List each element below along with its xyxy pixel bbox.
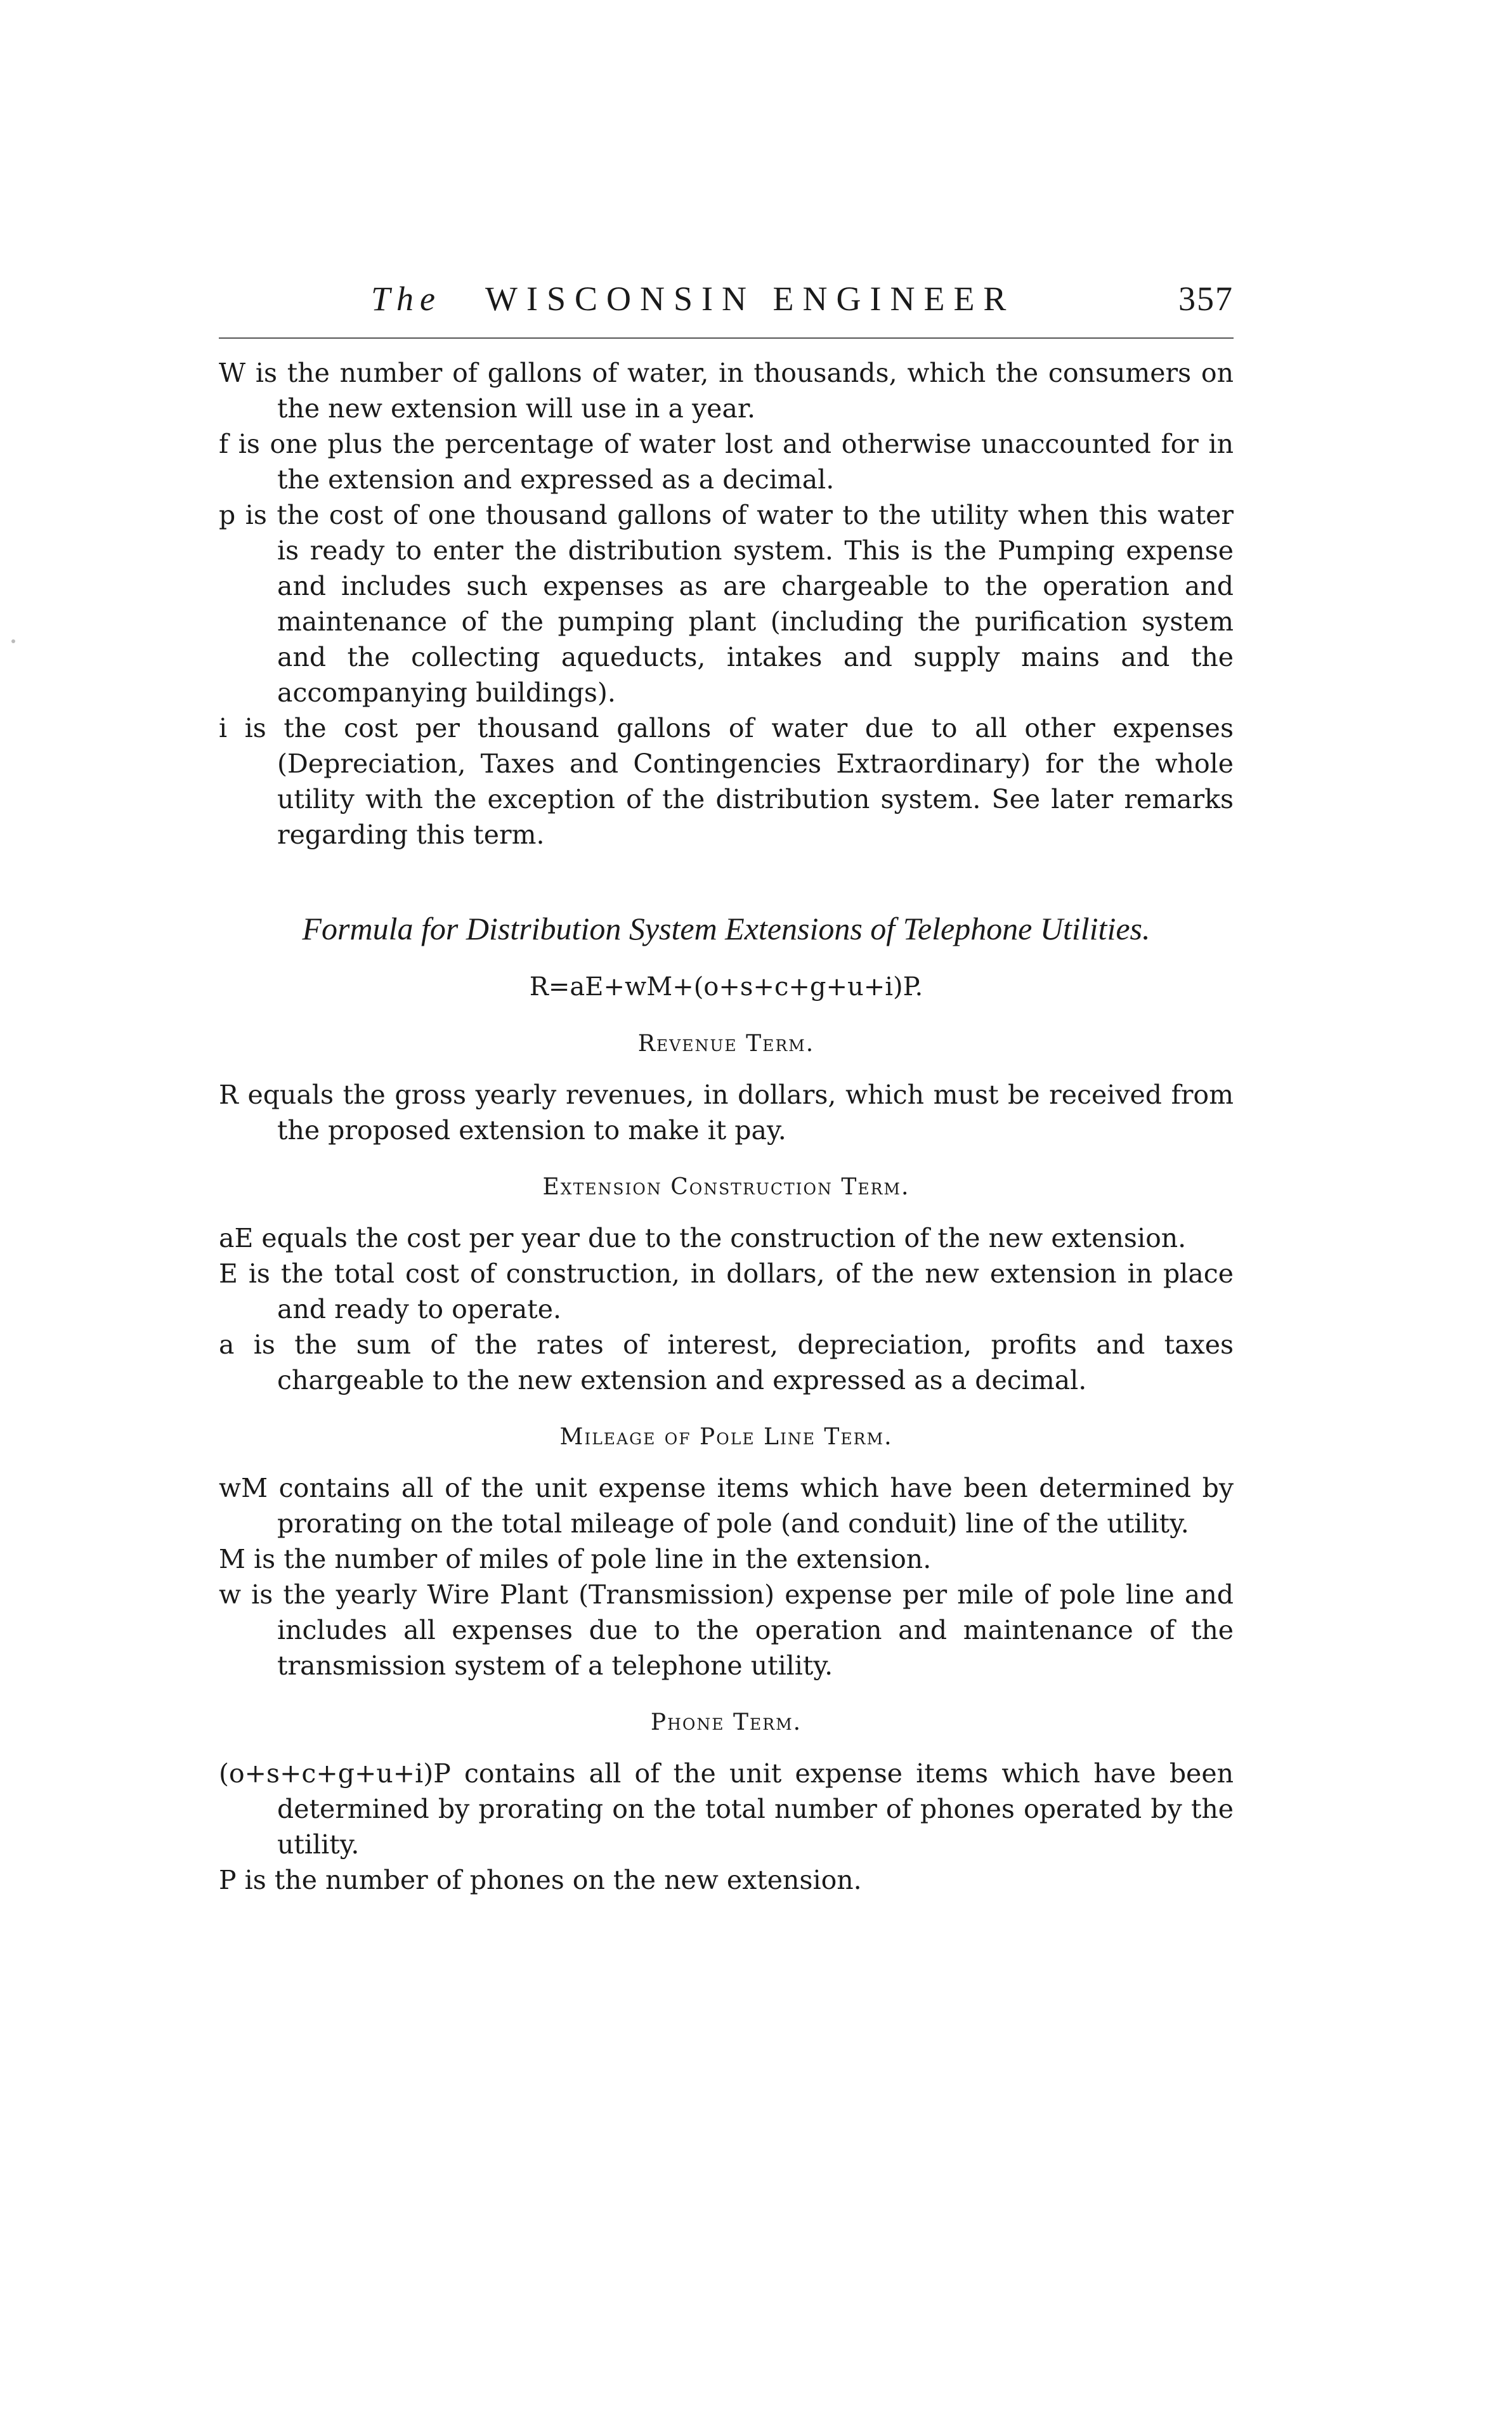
definition-wM: wM contains all of the unit expense items which have been determined by prorating on the total mileage of pole (and conduit) line of the utility. — [219, 1473, 1234, 1539]
header-rule — [219, 337, 1234, 339]
definition-W: W is the number of gallons of water, in thousands, which the consumers on the new extension will use in a year. — [219, 358, 1234, 424]
definition-f: f is one plus the percentage of water lost and otherwise unaccounted for in the extension and expressed as a decimal. — [219, 429, 1234, 495]
margin-speck — [11, 639, 15, 643]
mileage-term-heading: Mileage of Pole Line Term. — [559, 1424, 893, 1450]
definition-M: M is the number of miles of pole line in the extension. — [219, 1544, 932, 1574]
definition-E: E is the total cost of construction, in dollars, of the new extension in place and ready to operate. — [219, 1258, 1234, 1324]
definition-oscgui-P: (o+s+c+g+u+i)P contains all of the unit expense items which have been determined by prorating on the total number of phones operated by the utility. — [219, 1758, 1234, 1860]
phone-term-heading: Phone Term. — [650, 1709, 802, 1735]
revenue-term-heading: Revenue Term. — [637, 1031, 815, 1057]
definition-R: R equals the gross yearly revenues, in dollars, which must be received from the proposed extension to make it pay. — [219, 1080, 1234, 1146]
definition-i: i is the cost per thousand gallons of water due to all other expenses (Depreciation, Taxes and Contingencies Extraordinary) for the whole utility with the exception of the distribution system. See later remarks regarding this term. — [219, 713, 1234, 850]
extension-construction-term-heading: Extension Construction Term. — [542, 1174, 910, 1200]
definition-w: w is the yearly Wire Plant (Transmission) expense per mile of pole line and includes all expenses due to the operation and maintenance of the transmission system of a telephone utility. — [219, 1579, 1234, 1681]
running-head — [219, 279, 1234, 330]
definition-P: P is the number of phones on the new extension. — [219, 1865, 862, 1895]
formula-equation: R=aE+wM+(o+s+c+g+u+i)P. — [529, 972, 923, 1002]
journal-title: WISCONSIN ENGINEER — [485, 280, 1015, 318]
definition-p: p is the cost of one thousand gallons of water to the utility when this water is ready to enter the distribution system. This is the Pumping expense and includes such expenses as are chargeable to the operation and maintenance of the pumping plant (including the purification system and the collecting aqueducts, intakes and supply mains and the accompanying buildings). — [219, 500, 1234, 708]
running-head-the: The — [371, 280, 441, 318]
definition-aE: aE equals the cost per year due to the construction of the new extension. — [219, 1223, 1187, 1253]
page-number: 357 — [1178, 280, 1234, 318]
page — [219, 279, 1234, 1898]
section-title: Formula for Distribution System Extensions of Telephone Utilities. — [302, 911, 1150, 946]
definition-a: a is the sum of the rates of interest, depreciation, profits and taxes chargeable to the new extension and expressed as a decimal. — [219, 1329, 1234, 1395]
